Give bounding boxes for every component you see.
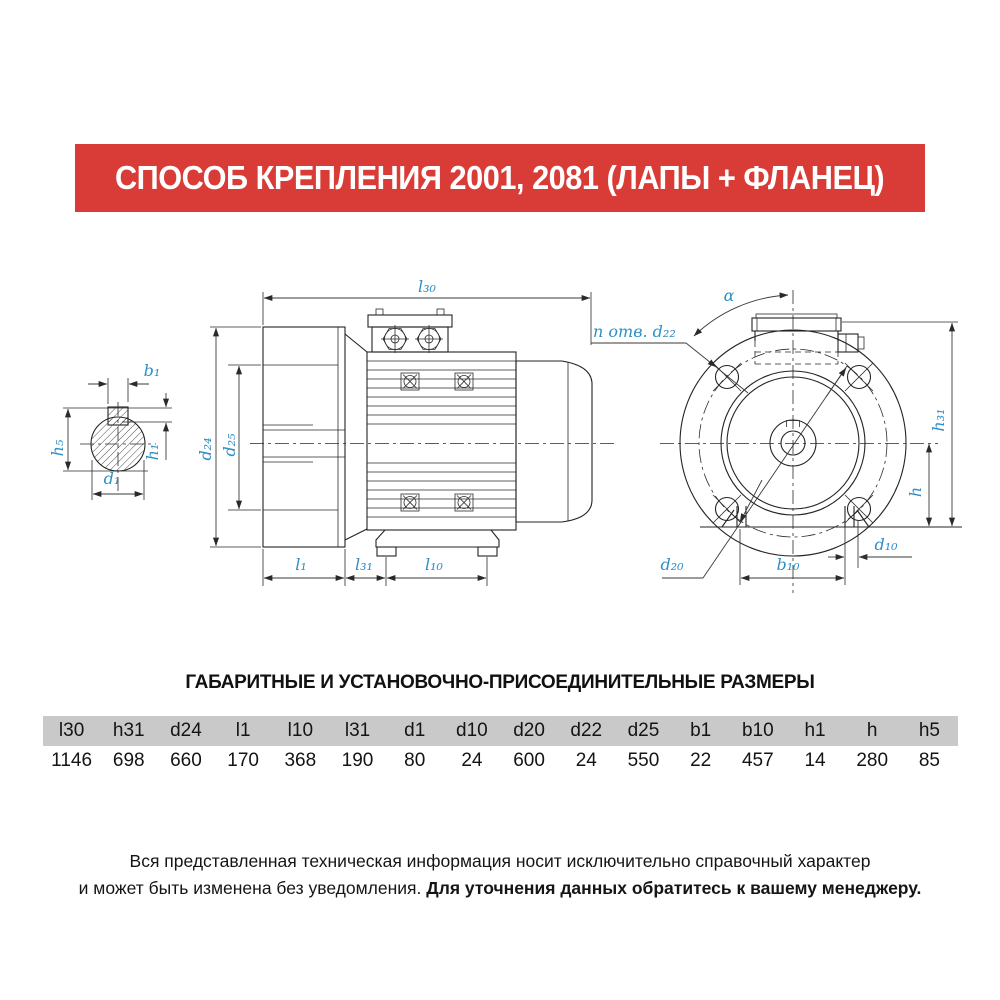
table-value-cell: 698	[112, 750, 145, 771]
table-header-cell: l10	[287, 720, 314, 741]
dim-label-d10: d₁₀	[874, 535, 898, 554]
dim-label-h1: h₁	[143, 443, 162, 461]
table-value-cell: 170	[227, 750, 259, 771]
table-value-cell: 600	[513, 750, 545, 771]
disclaimer-line2-bold: Для уточнения данных обратитесь к вашему менеджеру.	[426, 878, 922, 898]
dim-label-d24: d₂₄	[196, 437, 215, 461]
table-header-cell: h1	[804, 720, 826, 741]
table-header-cell: b10	[741, 720, 774, 741]
dim-label-d20: d₂₀	[660, 555, 684, 574]
cooling-ribs	[367, 361, 516, 517]
table-values-row	[43, 746, 958, 776]
dim-label-d25: d₂₅	[220, 433, 239, 457]
cable-gland	[415, 325, 443, 353]
dim-label-l1: l₁	[295, 555, 307, 574]
table-header-cell: b1	[690, 720, 712, 741]
table-header-cell: d22	[570, 720, 603, 741]
table-header-cell: d20	[513, 720, 545, 741]
table-header-cell: h31	[112, 720, 145, 741]
disclaimer-line1: Вся представленная техническая информация носит исключительно справочный характер	[129, 851, 871, 871]
table-value-cell: 14	[804, 750, 826, 771]
disclaimer-line2: и может быть изменена без уведомления.	[78, 878, 422, 898]
table-value-cell: 24	[575, 750, 597, 771]
motor-side-view	[196, 277, 614, 586]
dim-label-l10: l₁₀	[425, 555, 443, 574]
table-value-cell: 660	[170, 750, 202, 771]
dim-label-l30: l₃₀	[418, 277, 436, 296]
disclaimer	[0, 848, 1000, 902]
dim-label-h5: h₅	[48, 439, 67, 457]
dim-label-b1: b₁	[143, 361, 161, 380]
table-header-cell: l1	[235, 720, 251, 741]
table-header-cell: d10	[456, 720, 488, 741]
table-title: ГАБАРИТНЫЕ И УСТАНОВОЧНО-ПРИСОЕДИНИТЕЛЬНЫЕ РАЗМЕРЫ	[185, 672, 815, 693]
table-value-cell: 80	[404, 750, 426, 771]
dim-label-n-holes-d22: n отв. d₂₂	[593, 322, 676, 341]
shaft-section-view	[48, 361, 172, 500]
table-value-cell: 280	[856, 750, 889, 771]
table-value-cell: 550	[627, 750, 660, 771]
dim-label-alpha: α	[723, 286, 735, 305]
cable-gland	[381, 325, 409, 353]
table-header-cell: h	[866, 720, 878, 741]
motor-feet-side	[376, 530, 499, 556]
table-value-cell: 190	[341, 750, 374, 771]
fan-cowl	[516, 361, 592, 522]
banner-title: СПОСОБ КРЕПЛЕНИЯ 2001, 2081 (ЛАПЫ + ФЛАНЕЦ)	[115, 159, 885, 196]
terminal-box-front	[752, 314, 864, 364]
table-value-cell: 85	[918, 750, 940, 771]
table-header-cell: l31	[344, 720, 371, 741]
terminal-box-side	[368, 309, 452, 353]
table-value-cell: 1146	[51, 750, 93, 771]
dim-label-h: h	[906, 486, 925, 498]
table-header-cell: d24	[170, 720, 202, 741]
table-value-cell: 24	[461, 750, 483, 771]
table-header-cell: d25	[627, 720, 660, 741]
table-header-cell: h5	[918, 720, 940, 741]
table-value-cell: 22	[690, 750, 712, 771]
dim-label-l31: l₃₁	[355, 555, 373, 574]
table-header-cell: l30	[58, 720, 85, 741]
table-header-row	[43, 716, 958, 746]
dim-label-d1: d₁	[103, 469, 121, 488]
table-value-cell: 457	[741, 750, 774, 771]
table-header-cell: d1	[404, 720, 426, 741]
dimensions-table	[43, 716, 958, 776]
dim-label-h31: h₃₁	[929, 408, 948, 432]
table-value-cell: 368	[284, 750, 317, 771]
dim-label-b10: b₁₀	[776, 555, 800, 574]
flange-front-view	[591, 286, 962, 593]
